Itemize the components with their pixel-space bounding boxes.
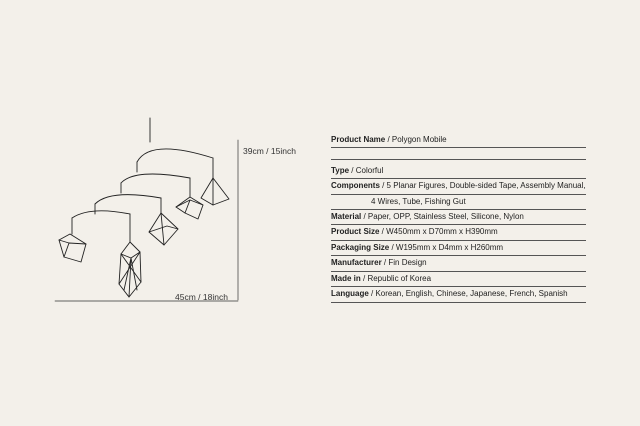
spec-row-type: Type / Colorful: [331, 166, 384, 175]
row-divider: [331, 302, 586, 303]
wire-2: [121, 174, 190, 183]
spec-row-components: Components / 5 Planar Figures, Double-sided Tape, Assembly Manual,: [331, 181, 586, 190]
height-dimension-label: 39cm / 15inch: [243, 146, 296, 156]
spec-row-manufacturer: Manufacturer / Fin Design: [331, 258, 427, 267]
spec-row-packaging-size: Packaging Size / W195mm x D4mm x H260mm: [331, 243, 504, 252]
spec-row-components-cont: 4 Wires, Tube, Fishing Gut: [371, 197, 466, 206]
row-divider: [331, 286, 586, 287]
pyramid-shape: [201, 178, 229, 205]
row-divider: [331, 209, 586, 210]
small-cube-shape: [176, 197, 203, 219]
row-divider: [331, 194, 586, 195]
wire-4: [72, 211, 130, 218]
spec-row-made-in: Made in / Republic of Korea: [331, 274, 432, 283]
row-divider: [331, 240, 586, 241]
row-divider: [331, 147, 586, 148]
octahedron-shape: [149, 213, 178, 245]
left-cube-shape: [59, 234, 86, 262]
spec-row-language: Language / Korean, English, Chinese, Japanese, French, Spanish: [331, 289, 568, 298]
spec-row-material: Material / Paper, OPP, Stainless Steel, Silicone, Nylon: [331, 212, 524, 221]
row-divider: [331, 255, 586, 256]
width-dimension-label: 45cm / 18inch: [175, 292, 228, 302]
row-divider: [331, 178, 586, 179]
row-divider: [331, 159, 586, 160]
hexagonal-prism-shape: [119, 242, 141, 297]
row-divider: [331, 224, 586, 225]
wire-3: [95, 195, 161, 204]
row-divider: [331, 271, 586, 272]
spec-row-product-size: Product Size / W450mm x D70mm x H390mm: [331, 227, 498, 236]
spec-row-product-name: Product Name / Polygon Mobile: [331, 135, 447, 144]
wire-1: [137, 149, 213, 162]
